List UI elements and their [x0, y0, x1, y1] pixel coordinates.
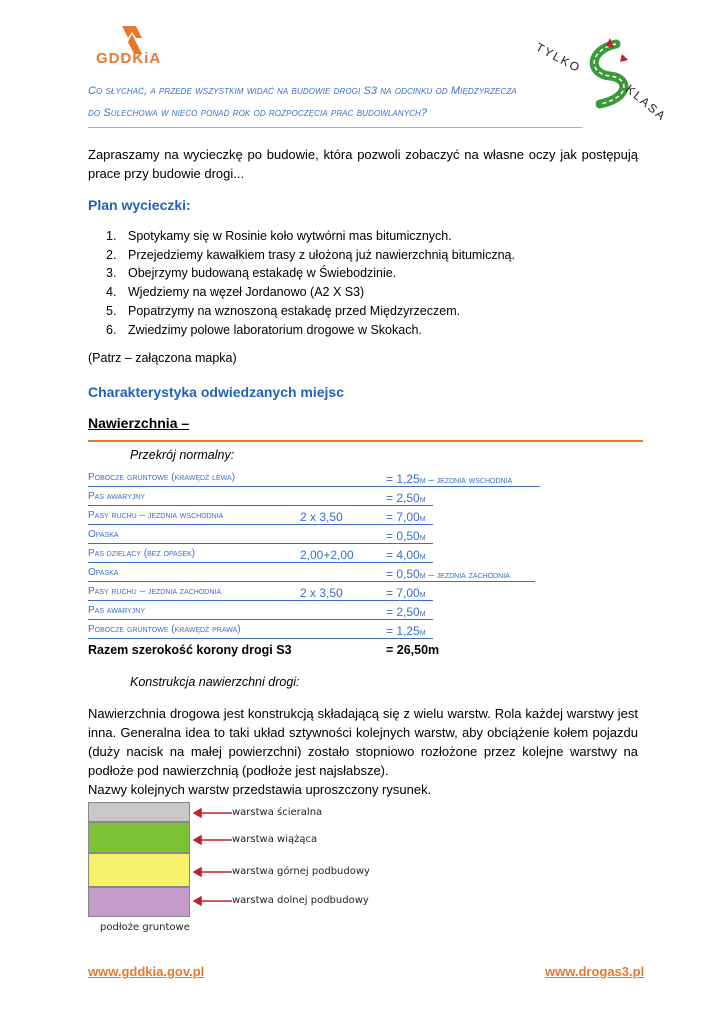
row-formula: 2 x 3,50 [300, 510, 343, 524]
construction-paragraph [88, 704, 638, 799]
plan-item-number: 1. [106, 229, 117, 243]
row-value-number: = 7,00 [386, 510, 420, 524]
nawierzchnia-heading: Nawierzchnia – [88, 415, 190, 431]
arrow-head-icon [194, 836, 201, 844]
row-label: Pas awaryjny [88, 605, 146, 616]
cross-section-heading: Przekrój normalny: [130, 448, 235, 462]
row-note: – jezdnia zachodnia [425, 570, 510, 581]
layer-label: warstwa górnej podbudowy [232, 866, 370, 877]
row-value-unit: m [419, 494, 426, 505]
row-value-unit: m [419, 570, 426, 581]
link-underline [88, 581, 535, 582]
plan-item [106, 283, 626, 302]
gddkia-logo [92, 24, 182, 68]
plan-item-text: Spotykamy się w Rosinie koło wytwórni mas bitumicznych. [128, 229, 452, 243]
link-underline [88, 505, 433, 506]
plan-item-text: Wjedziemy na węzeł Jordanowo (A2 X S3) [128, 285, 365, 300]
row-value-number: = 0,50 [386, 529, 420, 543]
layer-block-upper-base [88, 853, 190, 887]
link-underline [88, 562, 433, 563]
header-title-line1: Co słychać, a przede wszystkim widać na budowie drogi S3 na odcinku od Międzyrzecza [88, 85, 517, 97]
plan-item [106, 302, 626, 321]
plan-item-text: Zwiedzimy polowe laboratorium drogowe w Skokach. [128, 322, 422, 337]
row-label: Opaska [88, 567, 119, 578]
row-value-number: = 4,00 [386, 548, 420, 562]
table-row[interactable] [88, 605, 648, 623]
plan-item-number: 4. [106, 285, 117, 300]
plan-item [106, 246, 626, 265]
row-value-unit: m [419, 551, 426, 562]
plan-heading: Plan wycieczki: [88, 197, 191, 213]
layer-block-lower-base [88, 887, 190, 917]
section-divider [88, 440, 643, 442]
plan-item-number: 2. [106, 247, 117, 262]
row-formula: 2 x 3,50 [300, 586, 343, 600]
row-value [386, 548, 426, 562]
link-underline [88, 619, 433, 620]
row-label: Opaska [88, 529, 119, 540]
layer-arrows [192, 802, 234, 917]
tylko-text: TYLKO [533, 40, 584, 76]
row-value [386, 624, 426, 638]
row-value [386, 510, 426, 524]
row-label: Pasy ruchu – jezdnia zachodnia [88, 586, 222, 597]
row-value-unit: m [419, 627, 426, 638]
plan-item-text: Obejrzymy budowaną estakadę w Świebodzinie. [128, 266, 397, 281]
table-row[interactable] [88, 624, 648, 642]
header-title [88, 80, 588, 124]
row-value-number: = 2,50 [386, 605, 420, 619]
total-label: Razem szerokość korony drogi S3 [88, 643, 292, 657]
row-value-unit: m [419, 589, 426, 600]
row-value-unit: m [419, 532, 426, 543]
gddkia-logo-text: GDDKiA [96, 50, 162, 67]
row-note: – jezdnia wschodnia [425, 475, 513, 486]
plan-item-text: Przejedziemy kawałkiem trasy z ułożoną już nawierzchnią bitumiczną. [128, 247, 515, 262]
klasa-text: KLASA [623, 82, 670, 125]
arrow-head-icon [194, 868, 201, 876]
link-underline [88, 524, 433, 525]
row-label: Pas dzielący (bez opasek) [88, 548, 196, 559]
table-row[interactable] [88, 529, 648, 547]
construction-heading: Konstrukcja nawierzchni drogi: [130, 675, 300, 689]
arrow-head-icon [194, 809, 201, 817]
header-divider [88, 127, 582, 128]
layer-label: warstwa ścieralna [232, 807, 323, 818]
layer-label: warstwa dolnej podbudowy [232, 895, 369, 906]
row-label: Pas awaryjny [88, 491, 146, 502]
plan-item-number: 6. [106, 322, 117, 337]
row-value [386, 491, 426, 505]
table-row[interactable] [88, 491, 648, 509]
map-note: (Patrz – załączona mapka) [88, 351, 237, 365]
table-row[interactable] [88, 472, 648, 490]
table-row[interactable] [88, 510, 648, 528]
arrow-head-icon [194, 897, 201, 905]
total-value: = 26,50m [386, 643, 440, 657]
row-value-number: = 2,50 [386, 491, 420, 505]
row-label: Pasy ruchu – jezdnia wschodnia [88, 510, 224, 521]
table-row[interactable] [88, 567, 648, 585]
row-value-number: = 1,25 [386, 624, 420, 638]
row-value-unit: m [419, 513, 426, 524]
table-row[interactable] [88, 586, 648, 604]
plan-item-text: Popatrzymy na wznoszoną estakadę przed Międzyrzeczem. [128, 303, 461, 318]
plan-item-number: 3. [106, 266, 117, 281]
construction-text: Nawierzchnia drogowa jest konstrukcją składającą się z wielu warstw. Rola każdej warstwy jest inna. Generalna idea to taki układ sztywności kolejnych warstw, aby obciążenie kołem pojazdu (duży nacisk na małej powierzchni) zostało stopniowo rozłożone przez kolejne warstwy na podłoże pod nawierzchnią (podłoże jest najsłabsze). [88, 706, 638, 778]
row-value-number: = 1,25 [386, 472, 420, 486]
row-value [386, 586, 426, 600]
link-underline [88, 486, 540, 487]
table-row[interactable] [88, 548, 648, 566]
link-underline [88, 543, 433, 544]
plan-item [106, 321, 626, 340]
row-value [386, 567, 510, 581]
header-title-line2: do Sulechowa w nieco ponad rok od rozpoczęcia prac budowlanych? [88, 107, 428, 119]
row-value-unit: m [419, 475, 426, 486]
plan-item [106, 264, 626, 283]
subgrade-label: podłoże gruntowe [100, 922, 190, 933]
plan-item-number: 5. [106, 303, 117, 318]
plan-item [106, 227, 626, 246]
row-value-unit: m [419, 608, 426, 619]
footer-link-gddkia[interactable]: www.gddkia.gov.pl [88, 964, 205, 979]
layer-block-surface [88, 802, 190, 822]
footer-link-drogas3[interactable]: www.drogas3.pl [545, 964, 645, 979]
construction-text-2: Nazwy kolejnych warstw przedstawia uproszczony rysunek. [88, 782, 432, 797]
row-value-number: = 7,00 [386, 586, 420, 600]
link-underline [88, 638, 433, 639]
row-label: Pobocze gruntowe (krawędź prawa) [88, 624, 241, 635]
intro-paragraph: Zapraszamy na wycieczkę po budowie, która pozwoli zobaczyć na własne oczy jak postępują prace przy budowie drogi... [88, 147, 638, 181]
row-value [386, 529, 426, 543]
row-label: Pobocze gruntowe (krawędź lewa) [88, 472, 236, 483]
row-value [386, 605, 426, 619]
layer-label: warstwa wiążąca [232, 834, 318, 845]
characteristics-heading: Charakterystyka odwiedzanych miejsc [88, 384, 345, 400]
row-formula: 2,00+2,00 [300, 548, 354, 562]
row-value [386, 472, 512, 486]
layer-block-binder [88, 822, 190, 853]
row-value-number: = 0,50 [386, 567, 420, 581]
plan-list [106, 227, 626, 339]
link-underline [88, 600, 433, 601]
